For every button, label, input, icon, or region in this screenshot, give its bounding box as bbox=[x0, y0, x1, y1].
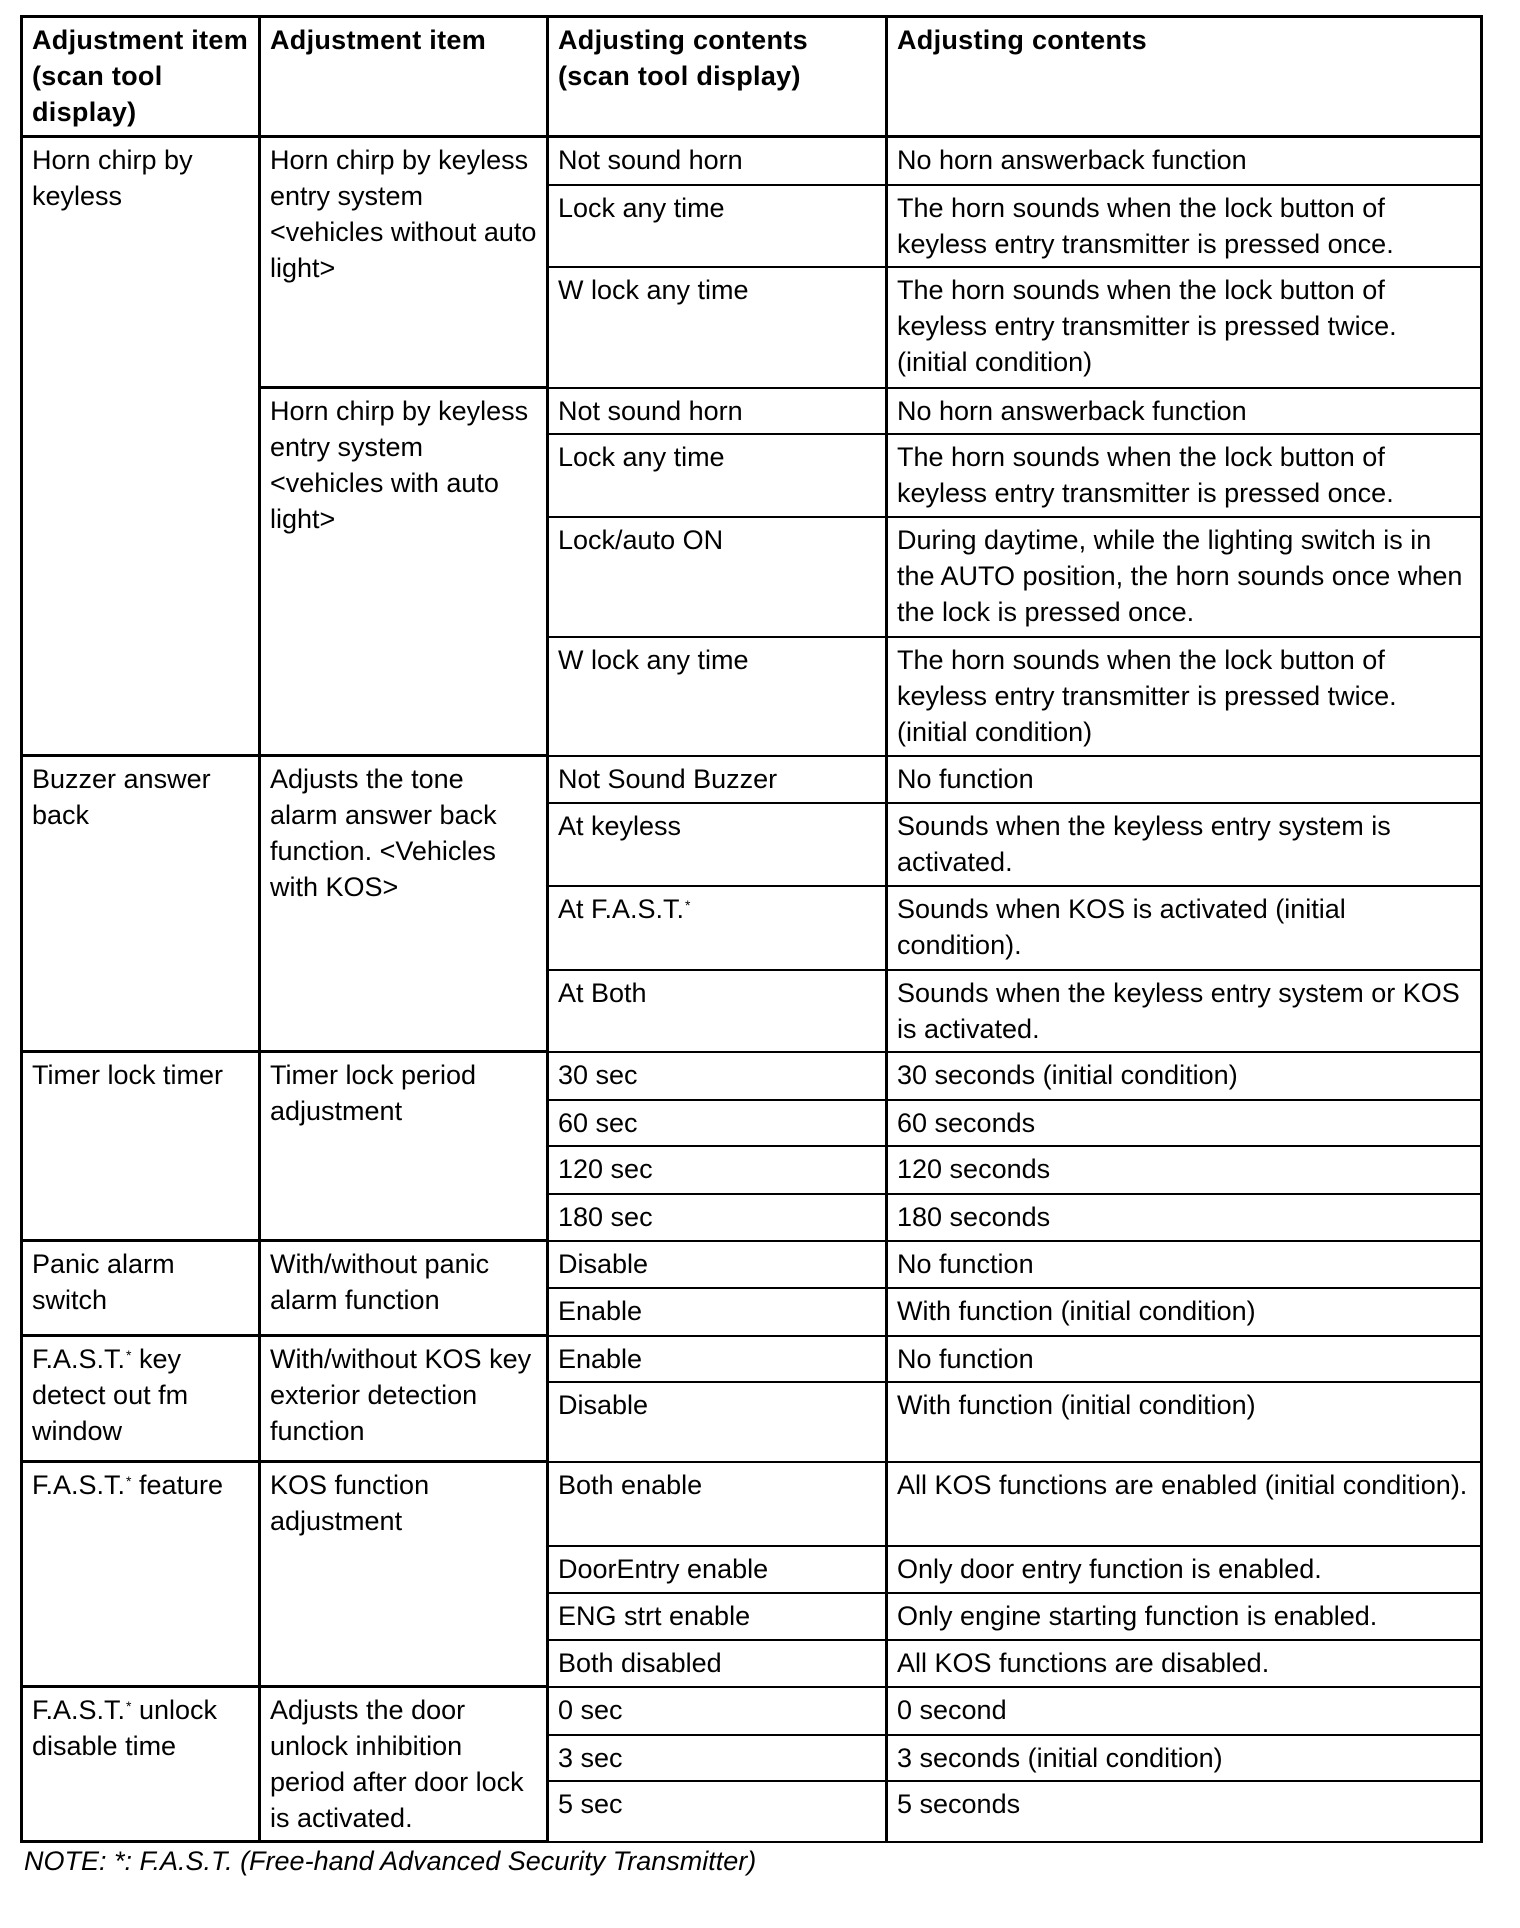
option-label: 30 sec bbox=[558, 1059, 638, 1090]
cell-description: With function (initial condition) bbox=[887, 1288, 1482, 1336]
cell-option bbox=[548, 803, 887, 886]
cell-item-scan: Timer lock timer bbox=[22, 1052, 260, 1241]
header-row bbox=[22, 17, 1482, 137]
cell-description: The horn sounds when the lock button of keyless entry transmitter is pressed once. bbox=[887, 185, 1482, 267]
cell-option bbox=[548, 970, 887, 1052]
cell-option bbox=[548, 267, 887, 388]
option-label: Enable bbox=[558, 1343, 643, 1374]
option-label: 5 sec bbox=[558, 1788, 623, 1819]
option-label: Not sound horn bbox=[558, 395, 743, 426]
header-item-scan: Adjustment item (scan tool display) bbox=[22, 17, 260, 137]
cell-option bbox=[548, 1336, 887, 1382]
cell-item: With/without KOS key exterior detection function bbox=[260, 1336, 548, 1462]
option-label: ENG strt enable bbox=[558, 1600, 751, 1631]
option-label: 3 sec bbox=[558, 1742, 623, 1773]
cell-description: No horn answerback function bbox=[887, 388, 1482, 434]
cell-description: Only door entry function is enabled. bbox=[887, 1546, 1482, 1593]
footnote: NOTE: *: F.A.S.T. (Free-hand Advanced Security Transmitter) bbox=[24, 1846, 757, 1876]
item-scan-prefix: F.A.S.T. bbox=[32, 1344, 126, 1374]
cell-description: Sounds when the keyless entry system is activated. bbox=[887, 803, 1482, 886]
table-row bbox=[22, 1462, 1482, 1546]
cell-option bbox=[548, 1288, 887, 1336]
header-contents: Adjusting contents bbox=[887, 17, 1482, 137]
cell-description: Sounds when KOS is activated (initial condition). bbox=[887, 886, 1482, 970]
cell-description: With function (initial condition) bbox=[887, 1382, 1482, 1462]
cell-item: KOS function adjustment bbox=[260, 1462, 548, 1687]
option-label: Not sound horn bbox=[558, 145, 743, 175]
table-row bbox=[22, 1052, 1482, 1100]
cell-description: 3 seconds (initial condition) bbox=[887, 1735, 1482, 1781]
cell-description: 180 seconds bbox=[887, 1194, 1482, 1241]
cell-option bbox=[548, 388, 887, 434]
option-label: Enable bbox=[558, 1295, 643, 1326]
table-row bbox=[22, 1336, 1482, 1382]
footnote-asterisk: * bbox=[126, 1347, 132, 1363]
option-label: 60 sec bbox=[558, 1107, 638, 1138]
option-label: At keyless bbox=[558, 810, 682, 841]
option-label: Lock any time bbox=[558, 441, 725, 472]
cell-option bbox=[548, 1382, 887, 1462]
table-body bbox=[22, 137, 1482, 1842]
cell-item: Horn chirp by keyless entry system <vehicles without auto light> bbox=[260, 137, 548, 388]
table-row bbox=[22, 1241, 1482, 1288]
cell-description: 0 second bbox=[887, 1687, 1482, 1735]
item-scan-prefix: F.A.S.T. bbox=[32, 1695, 126, 1725]
cell-item-scan: Buzzer answer back bbox=[22, 756, 260, 1052]
cell-item-scan bbox=[22, 1462, 260, 1687]
item-scan-suffix: unlock disable time bbox=[32, 1695, 218, 1761]
cell-option bbox=[548, 1194, 887, 1241]
cell-option bbox=[548, 1781, 887, 1842]
option-label: W lock any time bbox=[558, 274, 749, 305]
header-item: Adjustment item bbox=[260, 17, 548, 137]
cell-option bbox=[548, 434, 887, 517]
option-label: Both enable bbox=[558, 1469, 703, 1500]
cell-description: No horn answerback function bbox=[887, 137, 1482, 185]
option-label: DoorEntry enable bbox=[558, 1553, 769, 1584]
option-label: Not Sound Buzzer bbox=[558, 763, 778, 794]
header-contents-scan: Adjusting contents (scan tool display) bbox=[548, 17, 887, 137]
cell-option bbox=[548, 517, 887, 637]
cell-description: Sounds when the keyless entry system or KOS is activated. bbox=[887, 970, 1482, 1052]
adjustment-table bbox=[20, 15, 1483, 1843]
cell-option bbox=[548, 637, 887, 756]
item-scan-suffix: key detect out fm window bbox=[32, 1344, 189, 1446]
cell-description: No function bbox=[887, 756, 1482, 803]
option-label: At F.A.S.T. bbox=[558, 893, 685, 924]
cell-option bbox=[548, 756, 887, 803]
cell-description: 60 seconds bbox=[887, 1100, 1482, 1146]
footnote-asterisk: * bbox=[685, 896, 691, 913]
item-scan-suffix: feature bbox=[131, 1470, 224, 1500]
cell-item: With/without panic alarm function bbox=[260, 1241, 548, 1336]
cell-item-scan bbox=[22, 1687, 260, 1842]
cell-description: During daytime, while the lighting switch is in the AUTO position, the horn sounds once when the lock is pressed once. bbox=[887, 517, 1482, 637]
cell-description: The horn sounds when the lock button of keyless entry transmitter is pressed twice. (initial condition) bbox=[887, 637, 1482, 756]
option-label: Disable bbox=[558, 1389, 649, 1420]
cell-description: 5 seconds bbox=[887, 1781, 1482, 1842]
cell-option bbox=[548, 1462, 887, 1546]
cell-item-scan bbox=[22, 1336, 260, 1462]
cell-option bbox=[548, 1241, 887, 1288]
footnote-asterisk: * bbox=[126, 1473, 132, 1489]
table-row bbox=[22, 137, 1482, 185]
option-label: 180 sec bbox=[558, 1201, 653, 1232]
cell-item: Horn chirp by keyless entry system <vehicles with auto light> bbox=[260, 388, 548, 756]
cell-description: All KOS functions are disabled. bbox=[887, 1640, 1482, 1687]
option-label: 120 sec bbox=[558, 1153, 653, 1184]
cell-item: Adjusts the tone alarm answer back function. <Vehicles with KOS> bbox=[260, 756, 548, 1052]
cell-description: The horn sounds when the lock button of keyless entry transmitter is pressed once. bbox=[887, 434, 1482, 517]
option-label: Disable bbox=[558, 1248, 649, 1279]
option-label: W lock any time bbox=[558, 644, 749, 675]
cell-item-scan: Horn chirp by keyless bbox=[22, 137, 260, 756]
cell-item: Adjusts the door unlock inhibition period after door lock is activated. bbox=[260, 1687, 548, 1842]
cell-option bbox=[548, 1640, 887, 1687]
cell-description: The horn sounds when the lock button of keyless entry transmitter is pressed twice. (initial condition) bbox=[887, 267, 1482, 388]
cell-option bbox=[548, 1546, 887, 1593]
cell-description: All KOS functions are enabled (initial condition). bbox=[887, 1462, 1482, 1546]
cell-item: Timer lock period adjustment bbox=[260, 1052, 548, 1241]
cell-description: No function bbox=[887, 1336, 1482, 1382]
footnote-asterisk: * bbox=[126, 1698, 132, 1714]
cell-option bbox=[548, 185, 887, 267]
cell-option bbox=[548, 886, 887, 970]
table-row bbox=[22, 756, 1482, 803]
cell-option bbox=[548, 1593, 887, 1640]
option-label: Lock/auto ON bbox=[558, 524, 724, 555]
cell-description: 30 seconds (initial condition) bbox=[887, 1052, 1482, 1100]
table-row bbox=[22, 1687, 1482, 1735]
option-label: Lock any time bbox=[558, 192, 725, 223]
cell-option bbox=[548, 137, 887, 185]
cell-description: 120 seconds bbox=[887, 1146, 1482, 1194]
option-label: At Both bbox=[558, 977, 647, 1008]
cell-option bbox=[548, 1146, 887, 1194]
cell-option bbox=[548, 1100, 887, 1146]
cell-description: No function bbox=[887, 1241, 1482, 1288]
cell-option bbox=[548, 1687, 887, 1735]
option-label: 0 sec bbox=[558, 1694, 623, 1725]
item-scan-prefix: F.A.S.T. bbox=[32, 1470, 126, 1500]
cell-description: Only engine starting function is enabled. bbox=[887, 1593, 1482, 1640]
option-label: Both disabled bbox=[558, 1647, 722, 1678]
cell-item-scan: Panic alarm switch bbox=[22, 1241, 260, 1336]
cell-option bbox=[548, 1735, 887, 1781]
cell-option bbox=[548, 1052, 887, 1100]
